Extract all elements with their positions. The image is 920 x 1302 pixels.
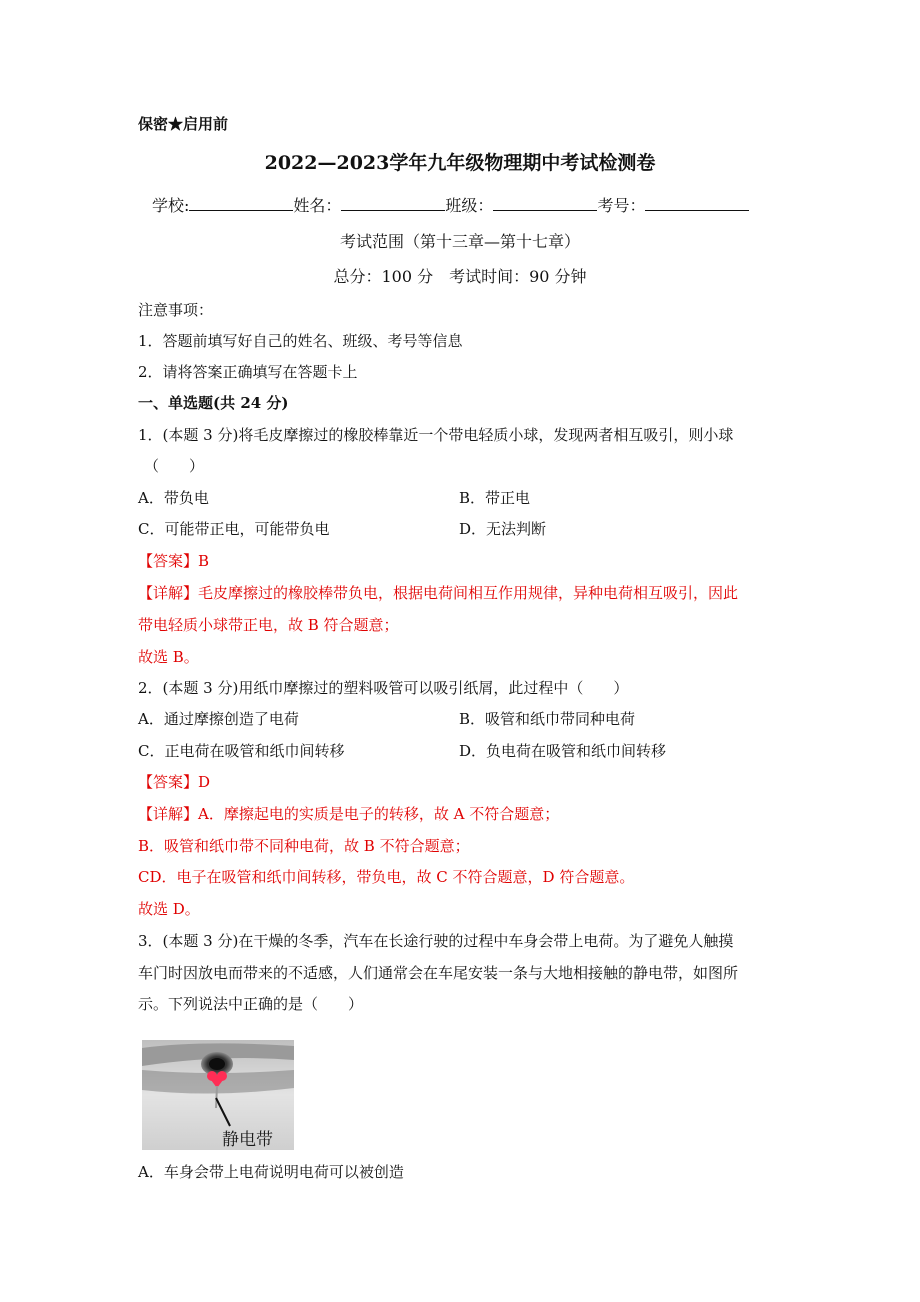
option-d: D．无法判断: [459, 520, 547, 538]
question-stem: 1．(本题 3 分)将毛皮摩擦过的橡胶棒靠近一个带电轻质小球，发现两者相互吸引，则小球: [138, 426, 734, 444]
explanation-line: 故选 B。: [138, 648, 199, 666]
option-b: B．带正电: [459, 489, 531, 507]
option-a: A．带负电: [138, 489, 209, 507]
explanation-line: 【详解】毛皮摩擦过的橡胶棒带负电，根据电荷间相互作用规律，异种电荷相互吸引，因此: [138, 584, 739, 602]
option-c: C．可能带正电，可能带负电: [138, 520, 330, 538]
class-blank[interactable]: [493, 196, 597, 211]
confidential-mark: 保密★启用前: [138, 115, 229, 133]
answer: 【答案】D: [138, 773, 211, 791]
score-time: 总分：100 分 考试时间：90 分钟: [333, 267, 587, 286]
question-stem: 车门时因放电而带来的不适感，人们通常会在车尾安装一条与大地相接触的静电带，如图所: [138, 964, 739, 982]
explanation-line: B．吸管和纸巾带不同种电荷，故 B 不符合题意；: [138, 837, 470, 855]
explanation-line: 故选 D。: [138, 900, 200, 918]
notes-item: 2．请将答案正确填写在答题卡上: [138, 363, 358, 381]
explanation-line: 【详解】A．摩擦起电的实质是电子的转移，故 A 不符合题意；: [138, 805, 560, 823]
option-d: D．负电荷在吸管和纸巾间转移: [459, 742, 667, 760]
id-blank[interactable]: [645, 196, 749, 211]
question-stem: 示。下列说法中正确的是（ ）: [138, 995, 364, 1013]
static-strap-photo: [142, 1040, 294, 1150]
explanation-line: CD．电子在吸管和纸巾间转移，带负电，故 C 不符合题意，D 符合题意。: [138, 868, 635, 886]
section-heading: 一、单选题(共 24 分): [138, 394, 289, 412]
option-a: A．车身会带上电荷说明电荷可以被创造: [138, 1163, 404, 1181]
notes-heading: 注意事项：: [138, 301, 214, 319]
id-label: 考号：: [597, 196, 646, 215]
name-blank[interactable]: [341, 196, 445, 211]
question-stem: （ ）: [144, 457, 205, 475]
option-b: B．吸管和纸巾带同种电荷: [459, 710, 636, 728]
name-label: 姓名：: [293, 196, 342, 215]
explanation-line: 带电轻质小球带正电，故 B 符合题意；: [138, 616, 399, 634]
class-label: 班级：: [445, 196, 494, 215]
figure-label: 静电带: [222, 1130, 273, 1150]
exam-title: 2022—2023学年九年级物理期中考试检测卷: [264, 152, 656, 174]
student-info-row: [152, 193, 749, 216]
school-label: 学校:: [152, 196, 190, 215]
exam-scope: 考试范围（第十三章—第十七章）: [339, 232, 580, 251]
option-c: C．正电荷在吸管和纸巾间转移: [138, 742, 345, 760]
option-a: A．通过摩擦创造了电荷: [138, 710, 299, 728]
question-stem: 3．(本题 3 分)在干燥的冬季，汽车在长途行驶的过程中车身会带上电荷。为了避免人触摸: [138, 932, 734, 950]
question-stem: 2．(本题 3 分)用纸巾摩擦过的塑料吸管可以吸引纸屑，此过程中（ ）: [138, 679, 629, 697]
notes-item: 1．答题前填写好自己的姓名、班级、考号等信息: [138, 332, 463, 350]
answer: 【答案】B: [138, 552, 210, 570]
school-blank[interactable]: [189, 196, 293, 211]
